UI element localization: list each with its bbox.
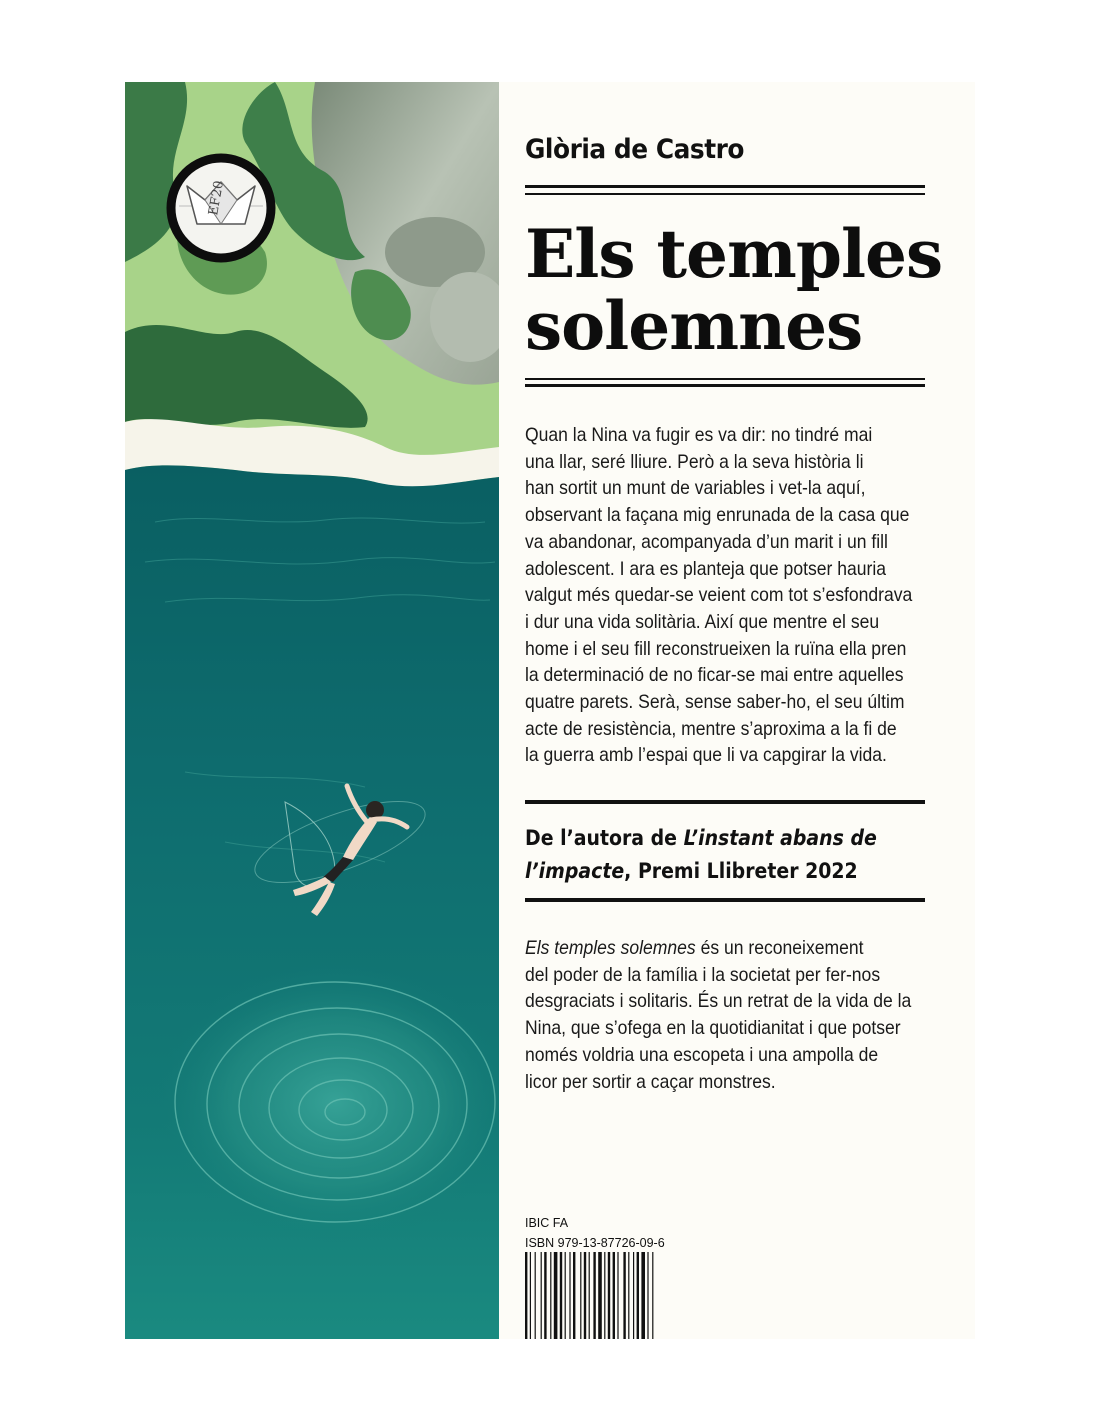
synopsis-line: valgut més quedar-se veient com tot s’esfondrava bbox=[525, 584, 913, 607]
author-name: Glòria de Castro bbox=[525, 134, 745, 165]
synopsis-line: adolescent. I ara es planteja que potser hauria bbox=[525, 557, 886, 580]
barcode-bar bbox=[604, 1252, 605, 1339]
barcode-bar bbox=[569, 1252, 570, 1339]
logo-text: EF20 bbox=[206, 179, 228, 217]
barcode-bar bbox=[550, 1252, 551, 1339]
description-italic-title: Els temples solemnes bbox=[525, 937, 696, 959]
description-line: Nina, que s’ofega en la quotidianitat i que potser bbox=[525, 1017, 901, 1040]
synopsis-line: home i el seu fill reconstrueixen la ruïna ella pren bbox=[525, 637, 907, 660]
synopsis-line: quatre parets. Serà, sense saber-ho, el seu últim bbox=[525, 691, 905, 714]
barcode-bar bbox=[647, 1252, 648, 1339]
description-first-line: és un reconeixement bbox=[695, 937, 864, 959]
description-line: licor per sortir a caçar monstres. bbox=[525, 1070, 776, 1093]
tagline-bottom-rule bbox=[525, 898, 925, 902]
tagline-book-title-1: L’instant abans de bbox=[683, 826, 877, 850]
synopsis-line: han sortit un munt de variables i vet-la aquí, bbox=[525, 477, 866, 500]
synopsis bbox=[525, 422, 921, 769]
description bbox=[525, 935, 921, 1095]
barcode-bar bbox=[589, 1252, 590, 1339]
ibic-code: IBIC FA bbox=[525, 1216, 569, 1230]
synopsis-line: i dur una vida solitària. Així que mentre el seu bbox=[525, 610, 880, 633]
barcode-bar bbox=[641, 1252, 645, 1339]
description-line: només voldria una escopeta i una ampolla de bbox=[525, 1043, 879, 1066]
title-top-rule-1 bbox=[525, 185, 925, 188]
synopsis-line: la guerra amb l’espai que li va capgirar la vida. bbox=[525, 744, 887, 767]
barcode-bar bbox=[623, 1252, 625, 1339]
barcode-bar bbox=[554, 1252, 558, 1339]
description-line: del poder de la família i la societat per fer-nos bbox=[525, 963, 881, 986]
barcode-bar bbox=[652, 1252, 653, 1339]
barcode-bar bbox=[560, 1252, 562, 1339]
book-title bbox=[525, 215, 943, 365]
barcode-bar bbox=[593, 1252, 595, 1339]
tagline bbox=[525, 822, 930, 888]
publisher-logo-icon bbox=[165, 152, 277, 264]
barcode-icon bbox=[525, 1252, 675, 1339]
barcode-bar bbox=[584, 1252, 586, 1339]
synopsis-line: Quan la Nina va fugir es va dir: no tindré mai bbox=[525, 424, 873, 446]
barcode-bar bbox=[535, 1252, 536, 1339]
barcode-bar bbox=[580, 1252, 581, 1339]
book-back-cover bbox=[125, 82, 975, 1339]
barcode-bar bbox=[598, 1252, 602, 1339]
description-line: desgraciats i solitaris. És un retrat de la vida de la bbox=[525, 990, 912, 1013]
book-title-line-2: solemnes bbox=[525, 287, 863, 365]
cover-illustration bbox=[125, 82, 499, 1339]
barcode-bar bbox=[617, 1252, 618, 1339]
barcode-bar bbox=[633, 1252, 634, 1339]
title-bottom-rule-2 bbox=[525, 384, 925, 387]
barcode-bar bbox=[541, 1252, 542, 1339]
barcode-bar bbox=[613, 1252, 615, 1339]
synopsis-line: la determinació de no ficar-se mai entre aquelles bbox=[525, 664, 904, 687]
title-top-rule-2 bbox=[525, 193, 925, 195]
barcode-bar bbox=[565, 1252, 566, 1339]
barcode-bar bbox=[637, 1252, 639, 1339]
tagline-top-rule bbox=[525, 800, 925, 804]
barcode-bar bbox=[544, 1252, 546, 1339]
synopsis-line: va abandonar, acompanyada d’un marit i un fill bbox=[525, 530, 888, 553]
barcode-bar bbox=[530, 1252, 531, 1339]
title-bottom-rule-1 bbox=[525, 378, 925, 380]
barcode-bar bbox=[573, 1252, 575, 1339]
barcode-bar bbox=[608, 1252, 610, 1339]
barcode-bar bbox=[525, 1252, 527, 1339]
synopsis-line: acte de resistència, mentre s’aproxima a la fi de bbox=[525, 717, 897, 740]
isbn-code: ISBN 979-13-87726-09-6 bbox=[525, 1236, 665, 1250]
tagline-prefix: De l’autora de bbox=[525, 826, 684, 850]
barcode-bar bbox=[628, 1252, 629, 1339]
tagline-suffix: , Premi Llibreter 2022 bbox=[624, 859, 858, 883]
synopsis-line: observant la façana mig enrunada de la casa que bbox=[525, 504, 910, 527]
synopsis-line: una llar, seré lliure. Però a la seva història li bbox=[525, 450, 864, 473]
book-title-line-1: Els temples bbox=[525, 215, 943, 293]
tagline-book-title-2: l’impacte bbox=[525, 859, 625, 883]
book-codes bbox=[525, 1216, 665, 1256]
